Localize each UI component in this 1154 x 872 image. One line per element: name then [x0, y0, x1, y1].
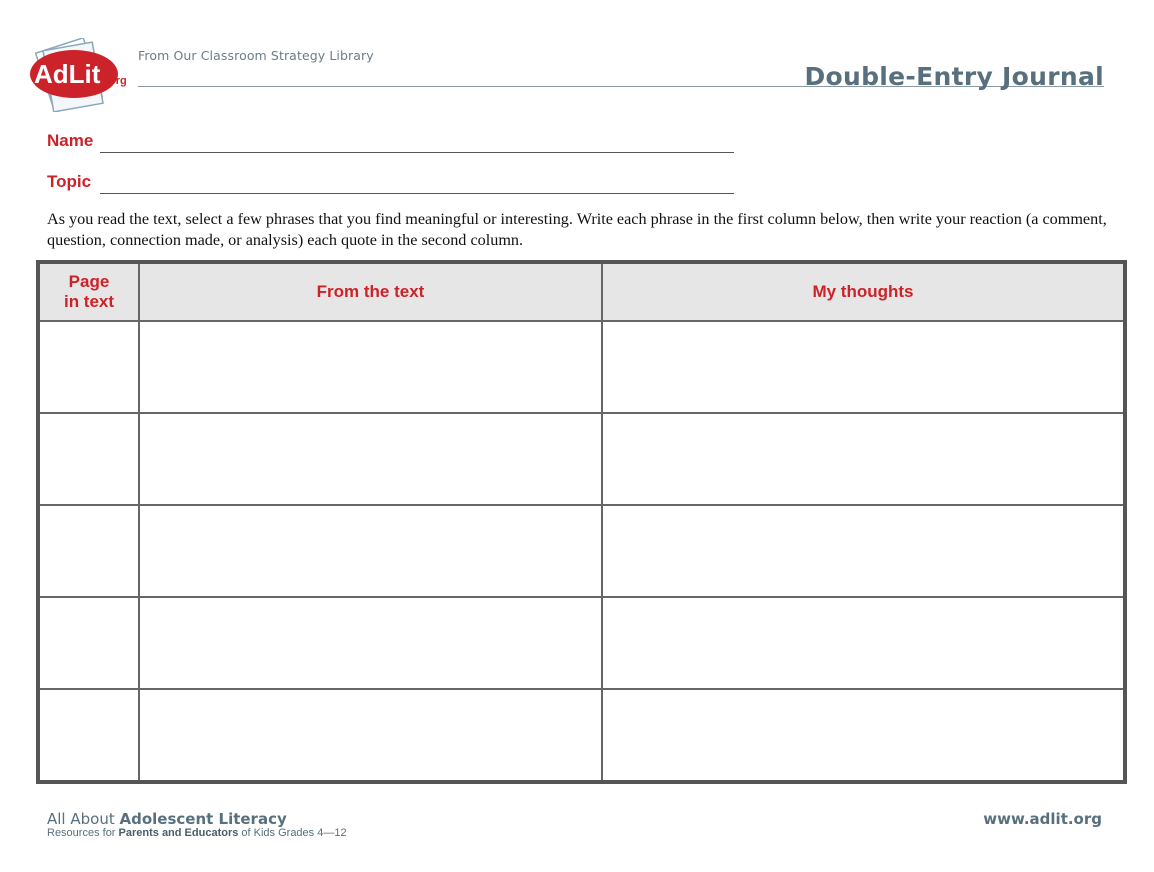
adlit-logo	[26, 38, 130, 112]
page-cell[interactable]	[38, 505, 139, 597]
logo-text: AdLit	[34, 59, 101, 89]
table-row	[38, 689, 1125, 782]
from-text-cell[interactable]	[139, 597, 602, 689]
column-header-my-thoughts: My thoughts	[602, 262, 1125, 321]
page-cell[interactable]	[38, 689, 139, 782]
from-text-cell[interactable]	[139, 413, 602, 505]
footer-url-link[interactable]: www.adlit.org	[983, 810, 1102, 828]
table-row	[38, 505, 1125, 597]
footer-tagline	[47, 810, 287, 828]
topic-field[interactable]	[47, 172, 737, 196]
page-cell[interactable]	[38, 597, 139, 689]
my-thoughts-cell[interactable]	[602, 413, 1125, 505]
name-field[interactable]	[47, 131, 737, 155]
library-label: From Our Classroom Strategy Library	[138, 48, 374, 63]
topic-label: Topic	[47, 172, 92, 191]
my-thoughts-cell[interactable]	[602, 597, 1125, 689]
table-row	[38, 413, 1125, 505]
from-text-cell[interactable]	[139, 505, 602, 597]
column-header-page: Page in text	[38, 262, 139, 321]
my-thoughts-cell[interactable]	[602, 321, 1125, 413]
footer-subtitle-suffix: of Kids Grades 4—12	[238, 827, 347, 839]
page-title: Double-Entry Journal	[804, 62, 1104, 91]
table-row	[38, 321, 1125, 413]
footer-subtitle	[47, 827, 347, 839]
footer-subtitle-prefix: Resources for	[47, 827, 119, 839]
name-label: Name	[47, 131, 94, 150]
footer-tagline-prefix: All About	[47, 810, 120, 828]
table-header-row	[38, 262, 1125, 321]
page-cell[interactable]	[38, 413, 139, 505]
name-line[interactable]	[100, 152, 734, 153]
table-row	[38, 597, 1125, 689]
from-text-cell[interactable]	[139, 321, 602, 413]
footer-tagline-bold: Adolescent Literacy	[119, 810, 287, 828]
column-header-from-text: From the text	[139, 262, 602, 321]
page-cell[interactable]	[38, 321, 139, 413]
journal-table	[36, 260, 1127, 784]
instructions-text: As you read the text, select a few phrases that you find meaningful or interesting. Write each phrase in the first column below, then write your reaction (a comment, question, connection made, or analysis) each quote in the second column.	[47, 210, 1107, 249]
logo-suffix: .org	[106, 75, 127, 87]
my-thoughts-cell[interactable]	[602, 689, 1125, 782]
from-text-cell[interactable]	[139, 689, 602, 782]
footer-subtitle-bold: Parents and Educators	[118, 827, 239, 839]
my-thoughts-cell[interactable]	[602, 505, 1125, 597]
topic-line[interactable]	[100, 193, 734, 194]
